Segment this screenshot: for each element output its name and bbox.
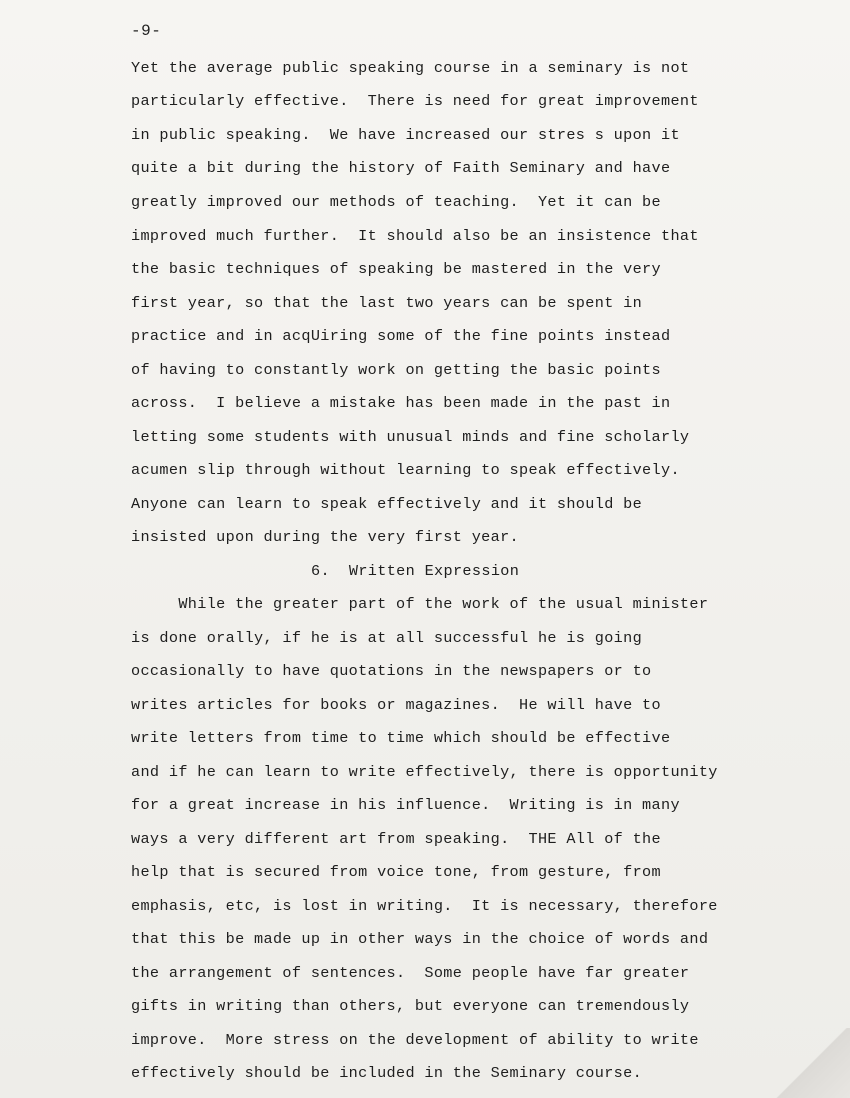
paragraph-2-line-4: writes articles for books or magazines. He will have to xyxy=(131,696,661,714)
paragraph-2-line-5: write letters from time to time which should be effective xyxy=(131,729,671,747)
paragraph-1-line-2: particularly effective. There is need for great improvement xyxy=(131,92,699,110)
paragraph-1-line-15: insisted upon during the very first year. xyxy=(131,528,520,546)
paragraph-2-line-3: occasionally to have quotations in the newspapers or to xyxy=(131,662,652,680)
paragraph-1-line-12: letting some students with unusual minds and fine scholarly xyxy=(131,428,690,446)
paragraph-1-line-9: practice and in acqUiring some of the fine points instead xyxy=(131,327,671,345)
paragraph-1-line-1: Yet the average public speaking course in a seminary is not xyxy=(131,59,690,77)
paragraph-2-line-1: While the greater part of the work of the usual minister xyxy=(131,595,709,613)
page-number: -9- xyxy=(131,22,162,40)
paragraph-2-line-13: gifts in writing than others, but everyone can tremendously xyxy=(131,997,690,1015)
paragraph-2-line-8: ways a very different art from speaking. THE All of the xyxy=(131,830,661,848)
paragraph-1-line-3: in public speaking. We have increased our stres s upon it xyxy=(131,126,680,144)
paragraph-2-line-14: improve. More stress on the development of ability to write xyxy=(131,1031,699,1049)
paragraph-2-line-7: for a great increase in his influence. Writing is in many xyxy=(131,796,680,814)
paragraph-2-line-11: that this be made up in other ways in the choice of words and xyxy=(131,930,709,948)
paragraph-2-line-2: is done orally, if he is at all successful he is going xyxy=(131,629,643,647)
paragraph-1-line-14: Anyone can learn to speak effectively and it should be xyxy=(131,495,643,513)
paragraph-1-line-5: greatly improved our methods of teaching. Yet it can be xyxy=(131,193,661,211)
section-heading: 6. Written Expression xyxy=(311,562,520,580)
paragraph-2-line-9: help that is secured from voice tone, from gesture, from xyxy=(131,863,661,881)
paragraph-2-line-12: the arrangement of sentences. Some people have far greater xyxy=(131,964,690,982)
paragraph-1-line-6: improved much further. It should also be an insistence that xyxy=(131,227,699,245)
paragraph-1-line-10: of having to constantly work on getting the basic points xyxy=(131,361,661,379)
paragraph-2-line-10: emphasis, etc, is lost in writing. It is necessary, therefore xyxy=(131,897,718,915)
paragraph-1-line-7: the basic techniques of speaking be mastered in the very xyxy=(131,260,661,278)
paragraph-2-line-6: and if he can learn to write effectively, there is opportunity xyxy=(131,763,718,781)
paragraph-1-line-11: across. I believe a mistake has been made in the past in xyxy=(131,394,671,412)
paragraph-1-line-8: first year, so that the last two years can be spent in xyxy=(131,294,643,312)
page-corner-fold xyxy=(755,1028,850,1098)
paragraph-2-line-15: effectively should be included in the Seminary course. xyxy=(131,1064,643,1082)
paragraph-1-line-4: quite a bit during the history of Faith Seminary and have xyxy=(131,159,671,177)
paragraph-1-line-13: acumen slip through without learning to speak effectively. xyxy=(131,461,680,479)
